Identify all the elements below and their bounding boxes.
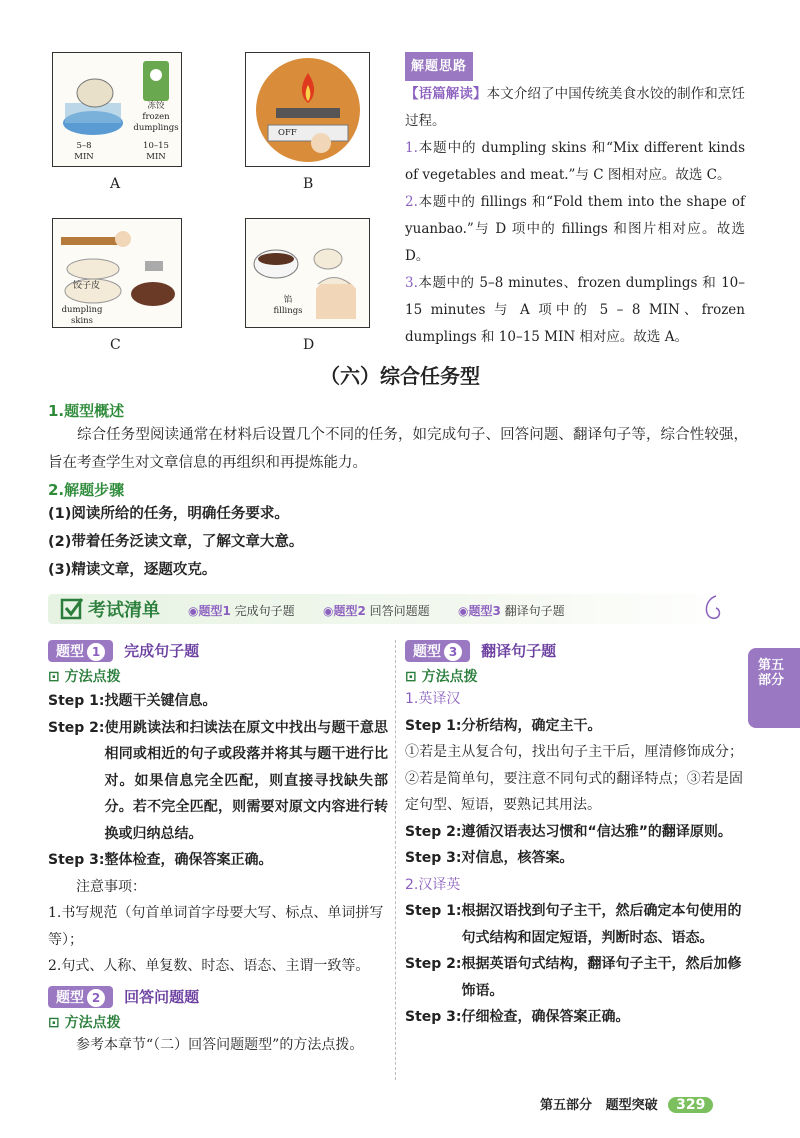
type1-header: 题型 1 完成句子题 (48, 640, 388, 662)
note-item: 2.句式、人称、单复数、时态、语态、主谓一致等。 (48, 958, 370, 974)
label-min-a: MIN (74, 152, 94, 162)
folding-illustration (246, 219, 370, 328)
picture-d-label: D (303, 337, 315, 353)
method-heading: ⊡ 方法点拨 (48, 1014, 121, 1031)
picture-c-label: C (110, 337, 121, 353)
banner-item-3: ◉题型3 翻译句子题 (458, 604, 565, 618)
explanation-panel (405, 52, 745, 351)
section-title: （六）综合任务型 (320, 364, 480, 388)
c-step2-text: 根据英语句式结构，翻译句子主干，然后加修饰语。 (461, 956, 742, 999)
checkbox-icon (60, 596, 84, 620)
step-item: (1)阅读所给的任务，明确任务要求。 (48, 506, 289, 522)
sub-heading-cn-en: 2.汉译英 (405, 876, 461, 893)
label-frozen-cn: 冻饺 (147, 101, 165, 111)
picture-a (52, 52, 182, 167)
label-dumplings: dumplings (133, 123, 179, 133)
banner-item-2: ◉题型2 回答问题题 (323, 604, 430, 618)
page-number: 329 (668, 1097, 713, 1113)
label-min-b: MIN (146, 152, 166, 162)
overview-text: 综合任务型阅读通常在材料后设置几个不同的任务，如完成句子、回答问题、翻译句子等，综合性较强，旨在考查学生对文章信息的再组织和再提炼能力。 (48, 427, 748, 471)
picture-a-label: A (110, 176, 121, 192)
banner-item-1: ◉题型1 完成句子题 (188, 604, 295, 618)
step3-text: 整体检查，确保答案正确。 (104, 852, 273, 868)
swirl-icon (698, 592, 728, 624)
answer-num: 2. (405, 194, 418, 210)
method-heading: ⊡ 方法点拨 (405, 669, 478, 685)
footer-section: 第五部分 (540, 1098, 593, 1113)
label-10-15: 10–15 (143, 141, 169, 151)
picture-c (52, 218, 182, 328)
side-tab-label: 第五部分 (758, 658, 785, 688)
explanation-header: 解题思路 (405, 52, 473, 81)
page-footer (540, 1094, 713, 1113)
label-fillings: fillings (273, 306, 303, 316)
label-5-8: 5–8 (76, 141, 92, 151)
stove-illustration (246, 53, 370, 167)
picture-d (245, 218, 370, 328)
step-item: (3)精读文章，逐题攻克。 (48, 562, 217, 578)
off-label: OFF (278, 128, 297, 138)
answer-text: 本题中的 5–8 minutes、frozen dumplings 和 10–15 minutes 与 A 项中的 5 – 8 MIN、frozen dumplings 和 10–15 MIN 相对应。故选 A。 (405, 275, 745, 345)
banner-title: 考试清单 (88, 600, 160, 621)
footer-part: 题型突破 (605, 1098, 658, 1113)
label-skins-cn: 饺子皮 (73, 281, 101, 291)
picture-b (245, 52, 370, 167)
steps-heading: 2.解题步骤 (48, 481, 125, 499)
step2-text: 使用跳读法和扫读法在原文中找出与题干意思相同或相近的句子或段落并将其与题干进行比对。如果信息完全匹配，则直接寻找缺失部分。若不完全匹配，则需要对原文内容进行转换或归纳总结。 (104, 719, 388, 842)
answer-text: 本题中的 dumpling skins 和“Mix different kinds of vegetables and meat.”与 C 图相对应。故选 C。 (405, 140, 745, 183)
left-column: 题型 1 完成句子题 ⊡ 方法点拨 Step 1:找题干关键信息。 Step 2: 使用跳读法和扫读法在原文中找出与题干意思相同或相近的句子或段落并将其与题干进行比对。如果信息完全匹配，则直接寻找缺失部分。若不完全匹配，则需要对原文内容进行转换或归纳总结。 Step 3:整体检查，确保答案正确。 注意事项： 1.书写规范（句首单词首字母要大写、标点、单词拼写等）； 2.句式、人称、单复数、时态、语态、主谓一致等。 题型 2 回答问题题 ⊡ 方法点拨 参考本章节“（二）回答问题题型”的方法点拨。 (48, 640, 388, 1058)
step1-text: 找题干关键信息。 (104, 693, 217, 709)
note-heading: 注意事项： (76, 878, 146, 895)
c-step1-text: 根据汉语找到句子主干，然后确定本句使用的句式结构和固定短语，判断时态、语态。 (461, 903, 742, 946)
right-column: 题型 3 翻译句子题 ⊡ 方法点拨 1.英译汉 Step 1:分析结构，确定主干。 ①若是主从复合句，找出句子主干后，厘清修饰成分；②若是简单句，要注意不同句式的翻译特点；③若是固定句型、短语，要熟记其用法。 Step 2: 遵循汉语表达习惯和“信达雅”的翻译原则。 Step 3:对信息，核答案。 2.汉译英 Step 1: 根据汉语找到句子主干，然后确定本句使用的句式结构和固定短语，判断时态、语态。 Step 2: 根据英语句式结构，翻译句子主干，然后加修饰语。 Step 3:仔细检查，确保答案正确。 (405, 642, 743, 1025)
c-step3-text: 仔细检查，确保答案正确。 (461, 1009, 630, 1025)
passage-intro: 本文介绍了中国传统美食水饺的制作和烹饪过程。 (405, 86, 745, 129)
column-divider (395, 640, 396, 1080)
label-filling-cn: 馅 (283, 295, 293, 305)
sub-heading-en-cn: 1.英译汉 (405, 691, 461, 707)
e-step1-text: 分析结构，确定主干。 (461, 717, 602, 734)
type3-header: 题型 3 翻译句子题 (405, 640, 743, 662)
e-step3-text: 对信息，核答案。 (461, 850, 574, 866)
overview-block (48, 400, 748, 584)
e-step2-text: 遵循汉语表达习惯和“信达雅”的翻译原则。 (461, 823, 732, 840)
label-skins: skins (70, 316, 94, 326)
answer-num: 3. (405, 275, 418, 291)
overview-heading: 1.题型概述 (48, 402, 125, 420)
label-dumpling: dumpling (61, 305, 103, 315)
note-item: 1.书写规范（句首单词首字母要大写、标点、单词拼写等）； (48, 905, 384, 948)
exam-checklist-banner (48, 592, 778, 628)
label-frozen: frozen (142, 112, 170, 122)
method-heading: ⊡ 方法点拨 (48, 669, 121, 685)
answer-text: 本题中的 fillings 和“Fold them into the shape of yuanbao.”与 D 项中的 fillings 和图片相对应。故选 D。 (405, 194, 745, 264)
type2-header: 题型 2 回答问题题 (48, 986, 388, 1008)
step-item: (2)带着任务泛读文章，了解文章大意。 (48, 534, 304, 550)
picture-b-label: B (303, 176, 314, 192)
answer-num: 1. (405, 140, 418, 156)
passage-tag: 【语篇解读】 (405, 86, 487, 102)
side-tab[interactable] (748, 648, 800, 728)
reference-text: 参考本章节“（二）回答问题题型”的方法点拨。 (76, 1036, 364, 1053)
e-detail-text: ①若是主从复合句，找出句子主干后，厘清修饰成分；②若是简单句，要注意不同句式的翻译特点；③若是固定句型、短语，要熟记其用法。 (405, 744, 743, 813)
